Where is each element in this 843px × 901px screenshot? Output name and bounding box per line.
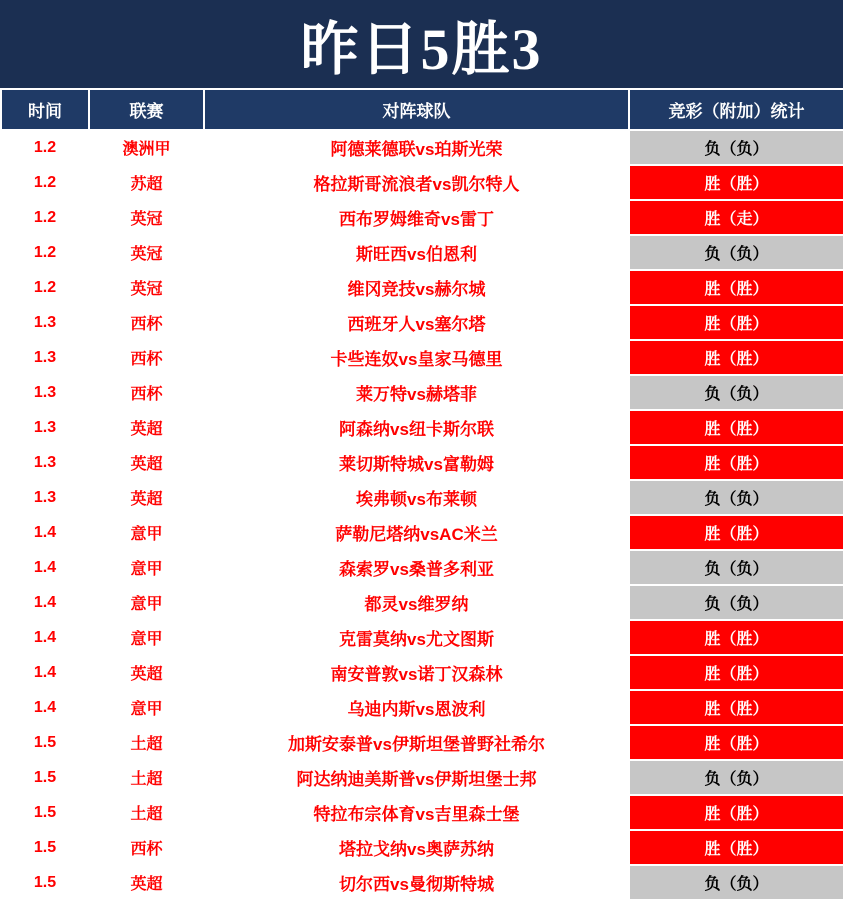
cell-match: 南安普敦vs诺丁汉森林 [204,655,629,690]
cell-match: 莱万特vs赫塔菲 [204,375,629,410]
cell-time: 1.2 [1,130,89,165]
cell-match: 维冈竞技vs赫尔城 [204,270,629,305]
cell-stat: 胜（胜） [629,725,843,760]
cell-league: 西杯 [89,375,204,410]
cell-league: 意甲 [89,550,204,585]
cell-time: 1.2 [1,165,89,200]
cell-match: 卡些连奴vs皇家马德里 [204,340,629,375]
table-row [1,340,843,375]
cell-stat: 胜（胜） [629,305,843,340]
cell-stat: 负（负） [629,585,843,620]
table-row [1,480,843,515]
table-row [1,655,843,690]
cell-match: 西布罗姆维奇vs雷丁 [204,200,629,235]
cell-time: 1.3 [1,410,89,445]
cell-league: 西杯 [89,305,204,340]
table-header [1,89,843,130]
cell-league: 英冠 [89,235,204,270]
cell-stat: 负（负） [629,480,843,515]
cell-stat: 胜（胜） [629,445,843,480]
cell-match: 森索罗vs桑普多利亚 [204,550,629,585]
cell-match: 加斯安泰普vs伊斯坦堡普野社希尔 [204,725,629,760]
cell-time: 1.3 [1,480,89,515]
cell-league: 土超 [89,725,204,760]
table-row [1,725,843,760]
cell-stat: 负（负） [629,375,843,410]
cell-league: 西杯 [89,830,204,865]
cell-match: 阿达纳迪美斯普vs伊斯坦堡士邦 [204,760,629,795]
cell-stat: 胜（胜） [629,165,843,200]
cell-time: 1.4 [1,690,89,725]
cell-league: 土超 [89,760,204,795]
cell-league: 意甲 [89,515,204,550]
cell-time: 1.5 [1,725,89,760]
cell-match: 特拉布宗体育vs吉里森士堡 [204,795,629,830]
cell-league: 澳洲甲 [89,130,204,165]
cell-stat: 负（负） [629,865,843,900]
cell-match: 克雷莫纳vs尤文图斯 [204,620,629,655]
cell-league: 英超 [89,655,204,690]
cell-time: 1.2 [1,270,89,305]
cell-stat: 胜（走） [629,200,843,235]
cell-stat: 胜（胜） [629,795,843,830]
cell-time: 1.3 [1,375,89,410]
column-header-league: 联赛 [89,89,204,130]
cell-league: 英超 [89,410,204,445]
cell-match: 格拉斯哥流浪者vs凯尔特人 [204,165,629,200]
cell-match: 阿德莱德联vs珀斯光荣 [204,130,629,165]
cell-league: 意甲 [89,585,204,620]
table-header-row [1,89,843,130]
cell-stat: 负（负） [629,235,843,270]
table-body [1,130,843,900]
table-row [1,620,843,655]
title-bar [0,0,843,88]
cell-time: 1.3 [1,340,89,375]
page-title: 昨日5胜3 [300,17,543,82]
cell-time: 1.5 [1,830,89,865]
cell-time: 1.4 [1,620,89,655]
table-row [1,235,843,270]
cell-match: 切尔西vs曼彻斯特城 [204,865,629,900]
cell-league: 英冠 [89,270,204,305]
column-header-time: 时间 [1,89,89,130]
table-row [1,445,843,480]
results-table [0,88,843,901]
table-row [1,515,843,550]
cell-time: 1.4 [1,550,89,585]
cell-league: 英冠 [89,200,204,235]
cell-stat: 胜（胜） [629,270,843,305]
cell-stat: 负（负） [629,760,843,795]
cell-time: 1.5 [1,760,89,795]
table-row [1,130,843,165]
cell-stat: 胜（胜） [629,655,843,690]
cell-league: 意甲 [89,620,204,655]
cell-time: 1.4 [1,515,89,550]
cell-match: 斯旺西vs伯恩利 [204,235,629,270]
cell-stat: 胜（胜） [629,830,843,865]
cell-time: 1.4 [1,655,89,690]
cell-match: 西班牙人vs塞尔塔 [204,305,629,340]
cell-stat: 胜（胜） [629,410,843,445]
table-row [1,305,843,340]
cell-time: 1.3 [1,445,89,480]
cell-stat: 胜（胜） [629,690,843,725]
cell-time: 1.2 [1,200,89,235]
cell-time: 1.2 [1,235,89,270]
cell-stat: 负（负） [629,550,843,585]
cell-league: 土超 [89,795,204,830]
cell-league: 意甲 [89,690,204,725]
cell-league: 苏超 [89,165,204,200]
cell-stat: 负（负） [629,130,843,165]
cell-match: 萨勒尼塔纳vsAC米兰 [204,515,629,550]
cell-match: 阿森纳vs纽卡斯尔联 [204,410,629,445]
table-row [1,270,843,305]
table-row [1,200,843,235]
cell-time: 1.5 [1,865,89,900]
cell-match: 莱切斯特城vs富勒姆 [204,445,629,480]
column-header-stat: 竞彩（附加）统计 [629,89,843,130]
cell-match: 塔拉戈纳vs奥萨苏纳 [204,830,629,865]
cell-time: 1.5 [1,795,89,830]
cell-match: 都灵vs维罗纳 [204,585,629,620]
cell-league: 英超 [89,480,204,515]
cell-time: 1.4 [1,585,89,620]
cell-league: 英超 [89,865,204,900]
table-row [1,165,843,200]
table-row [1,795,843,830]
table-row [1,690,843,725]
cell-stat: 胜（胜） [629,620,843,655]
table-row [1,830,843,865]
cell-league: 西杯 [89,340,204,375]
cell-match: 乌迪内斯vs恩波利 [204,690,629,725]
cell-match: 埃弗顿vs布莱顿 [204,480,629,515]
table-row [1,410,843,445]
cell-stat: 胜（胜） [629,515,843,550]
column-header-match: 对阵球队 [204,89,629,130]
table-row [1,550,843,585]
table-row [1,865,843,900]
table-row [1,585,843,620]
table-row [1,760,843,795]
cell-time: 1.3 [1,305,89,340]
cell-league: 英超 [89,445,204,480]
table-row [1,375,843,410]
cell-stat: 胜（胜） [629,340,843,375]
